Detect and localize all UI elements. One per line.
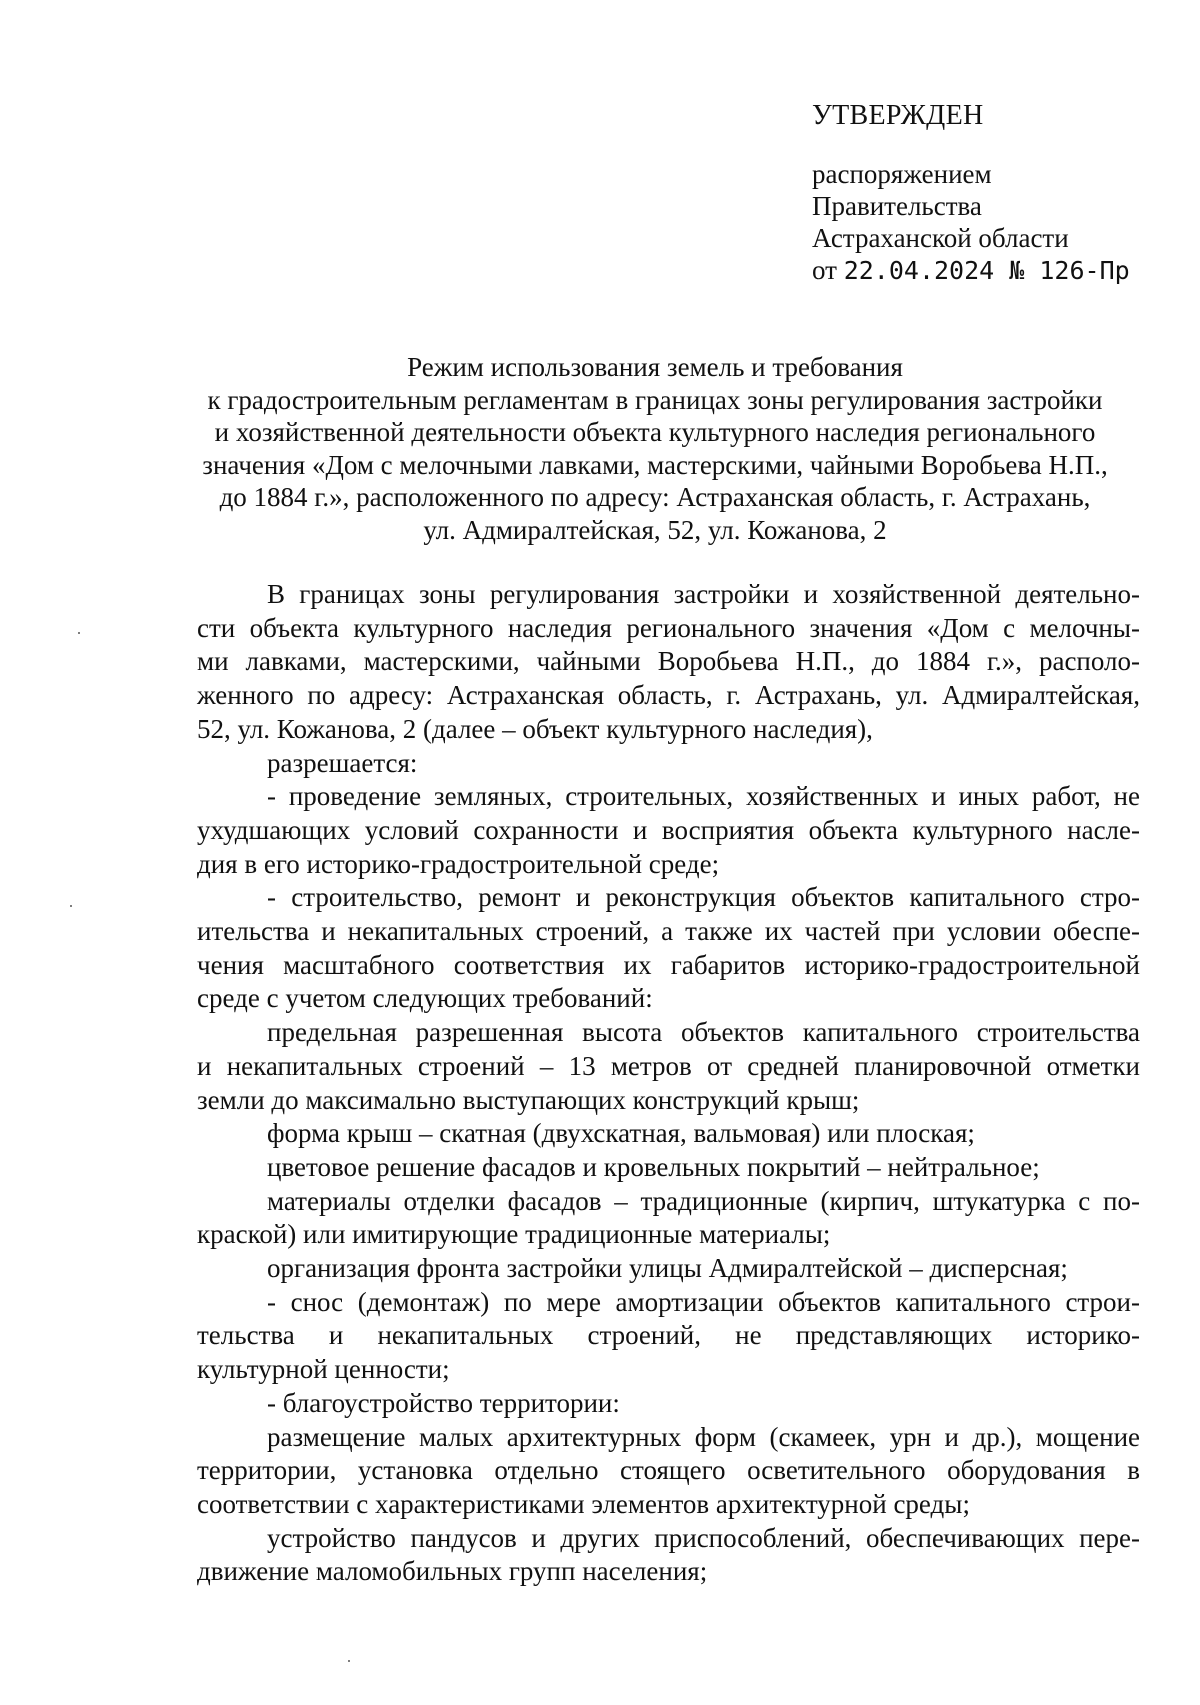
approval-title: УТВЕРЖДЕН xyxy=(812,100,984,131)
body-line: культурной ценности; xyxy=(197,1354,450,1385)
body-line: ухудшающих условий сохранности и восприятия объекта культурного насле- xyxy=(197,814,1140,845)
body-line: - проведение земляных, строительных, хозяйственных и иных работ, не xyxy=(267,781,1140,812)
title-line: до 1884 г.», расположенного по адресу: Астраханская область, г. Астрахань, xyxy=(219,482,1091,512)
scan-speck xyxy=(70,905,72,907)
body-line: - снос (демонтаж) по мере амортизации объектов капитального строи- xyxy=(267,1286,1140,1317)
body-line: среде с учетом следующих требований: xyxy=(197,983,653,1014)
body-line: женного по адресу: Астраханская область, г. Астрахань, ул. Адмиралтейская, xyxy=(197,680,1140,711)
body-line: 52, ул. Кожанова, 2 (далее – объект культурного наследия), xyxy=(197,713,873,744)
body-line: ми лавками, мастерскими, чайными Воробьева Н.П., до 1884 г.», располо- xyxy=(197,646,1140,677)
body-line: материалы отделки фасадов – традиционные (кирпич, штукатурка с по- xyxy=(267,1185,1140,1216)
approval-date-prefix: от xyxy=(812,255,844,285)
approval-date-number: 22.04.2024 № 126-Пр xyxy=(843,256,1130,285)
body-line: разрешается: xyxy=(267,747,418,778)
title-line: к градостроительным регламентам в границах зоны регулирования застройки xyxy=(207,384,1103,415)
approval-block xyxy=(812,100,1172,287)
title-line: и хозяйственной деятельности объекта культурного наследия регионального xyxy=(214,417,1096,447)
scan-speck xyxy=(348,1660,350,1662)
body-line: движение маломобильных групп населения; xyxy=(197,1556,708,1587)
body-line: краской) или имитирующие традиционные материалы; xyxy=(197,1219,831,1250)
body-line: территории, установка отдельно стоящего осветительного оборудования в xyxy=(197,1455,1140,1486)
body-line: предельная разрешенная высота объектов капитального строительства xyxy=(267,1017,1140,1048)
scan-speck xyxy=(78,632,80,634)
body-line: чения масштабного соответствия их габаритов историко-градостроительной xyxy=(197,949,1140,980)
body-line: - строительство, ремонт и реконструкция объектов капитального стро- xyxy=(267,882,1140,913)
body-line: земли до максимально выступающих конструкций крыш; xyxy=(197,1084,860,1115)
body-line: - благоустройство территории: xyxy=(267,1387,620,1418)
body-line: В границах зоны регулирования застройки и хозяйственной деятельно- xyxy=(267,579,1140,609)
body-line: дия в его историко-градостроительной среде; xyxy=(197,848,720,879)
title-line: ул. Адмиралтейская, 52, ул. Кожанова, 2 xyxy=(423,514,887,545)
document-title xyxy=(190,351,1120,546)
body-line: ительства и некапитальных строений, а также их частей при условии обеспе- xyxy=(197,916,1140,947)
approval-line: распоряжением xyxy=(812,159,992,189)
body-line: и некапитальных строений – 13 метров от средней планировочной отметки xyxy=(197,1050,1140,1081)
approval-line: Астраханской области xyxy=(812,223,1069,253)
approval-date-line xyxy=(812,254,1172,287)
approval-line: Правительства xyxy=(812,191,982,221)
body-line: размещение малых архитектурных форм (скамеек, урн и др.), мощение xyxy=(267,1421,1140,1452)
body-line: сти объекта культурного наследия регионального значения «Дом с мелочны- xyxy=(197,612,1140,643)
body-line: устройство пандусов и других приспособлений, обеспечивающих пере- xyxy=(267,1522,1140,1553)
title-line: Режим использования земель и требования xyxy=(407,352,903,382)
body-line: тельства и некапитальных строений, не представляющих историко- xyxy=(197,1320,1140,1351)
title-line: значения «Дом с мелочными лавками, мастерскими, чайными Воробьева Н.П., xyxy=(202,449,1108,480)
body-line: соответствии с характеристиками элементов архитектурной среды; xyxy=(197,1488,970,1519)
body-line: форма крыш – скатная (двухскатная, вальмовая) или плоская; xyxy=(267,1118,975,1149)
document-body xyxy=(197,578,1140,1589)
body-line: организация фронта застройки улицы Адмиралтейской – дисперсная; xyxy=(267,1253,1068,1284)
body-line: цветовое решение фасадов и кровельных покрытий – нейтральное; xyxy=(267,1151,1040,1182)
